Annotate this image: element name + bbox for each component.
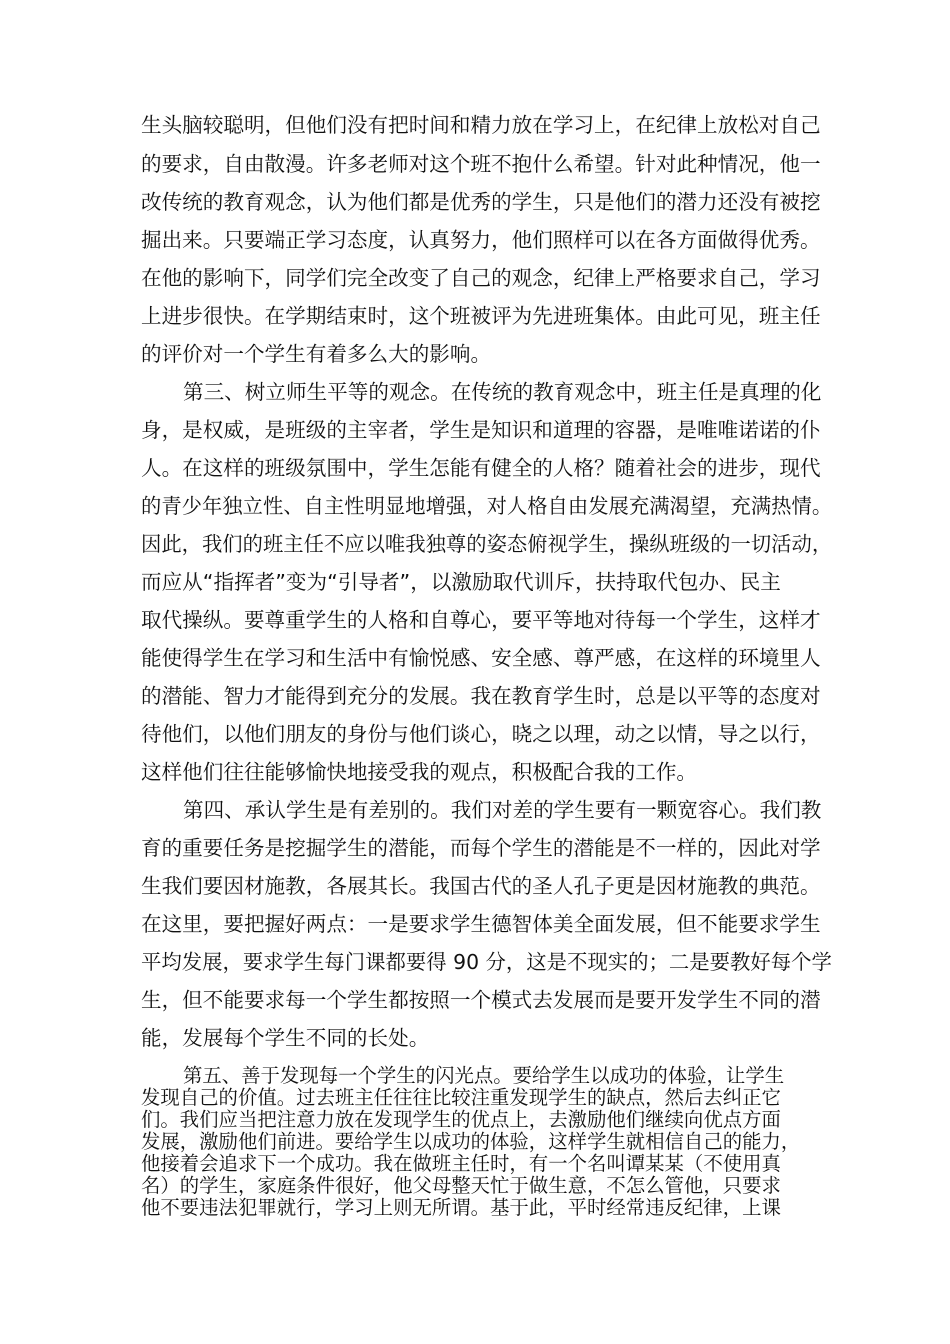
paragraph-line: 掘出来。只要端正学习态度，认真努力，他们照样可以在各方面做得优秀。: [141, 228, 821, 252]
paragraph-line: 平均发展，要求学生每门课都要得 90 分，这是不现实的；二是要教好每个学: [141, 950, 832, 974]
paragraph-line: 他不要违法犯罪就行，学习上则无所谓。基于此，平时经常违反纪律，上课: [141, 1196, 781, 1219]
paragraph-line: 们。我们应当把注意力放在发现学生的优点上，去激励他们继续向优点方面: [141, 1108, 781, 1131]
paragraph-line: 待他们，以他们朋友的身份与他们谈心，晓之以理，动之以情，导之以行，: [141, 722, 821, 746]
paragraph-line: 而应从“指挥者”变为“引导者”，以激励取代训斥，扶持取代包办、民主: [141, 570, 781, 594]
paragraph-line: 生头脑较聪明，但他们没有把时间和精力放在学习上，在纪律上放松对自己: [141, 113, 821, 137]
paragraph-line: 发展，激励他们前进。要给学生以成功的体验，这样学生就相信自己的能力，: [141, 1130, 801, 1153]
paragraph-line: 的要求，自由散漫。许多老师对这个班不抱什么希望。针对此种情况，他一: [141, 152, 821, 176]
paragraph-line: 因此，我们的班主任不应以唯我独尊的姿态俯视学生，操纵班级的一切活动，: [141, 532, 833, 556]
paragraph-line: 发现自己的价值。过去班主任往往比较注重发现学生的缺点，然后去纠正它: [141, 1086, 781, 1109]
paragraph-line: 在他的影响下，同学们完全改变了自己的观念，纪律上严格要求自己，学习: [141, 266, 821, 290]
paragraph-line: 在这里，要把握好两点：一是要求学生德智体美全面发展，但不能要求学生: [141, 912, 821, 936]
paragraph-line: 第五、善于发现每一个学生的闪光点。要给学生以成功的体验，让学生: [183, 1064, 785, 1087]
paragraph-line: 的潜能、智力才能得到充分的发展。我在教育学生时，总是以平等的态度对: [141, 684, 821, 708]
paragraph-line: 改传统的教育观念，认为他们都是优秀的学生，只是他们的潜力还没有被挖: [141, 190, 821, 214]
paragraph-line: 他接着会追求下一个成功。我在做班主任时，有一个名叫谭某某（不使用真: [141, 1152, 781, 1175]
paragraph-line: 生，但不能要求每一个学生都按照一个模式去发展而是要开发学生不同的潜: [141, 988, 821, 1012]
paragraph-line: 能，发展每个学生不同的长处。: [141, 1026, 430, 1050]
paragraph-line: 上进步很快。在学期结束时，这个班被评为先进班集体。由此可见，班主任: [141, 304, 821, 328]
paragraph-line: 人。在这样的班级氛围中，学生怎能有健全的人格？随着社会的进步，现代: [141, 456, 821, 480]
paragraph-line: 这样他们往往能够愉快地接受我的观点，积极配合我的工作。: [141, 760, 698, 784]
paragraph-line: 育的重要任务是挖掘学生的潜能，而每个学生的潜能是不一样的，因此对学: [141, 836, 821, 860]
paragraph-line: 的评价对一个学生有着多么大的影响。: [141, 342, 492, 366]
paragraph-line: 能使得学生在学习和生活中有愉悦感、安全感、尊严感，在这样的环境里人: [141, 646, 821, 670]
paragraph-line: 第四、承认学生是有差别的。我们对差的学生要有一颗宽容心。我们教: [183, 798, 822, 822]
paragraph-line: 的青少年独立性、自主性明显地增强，对人格自由发展充满渴望，充满热情。: [141, 494, 833, 518]
paragraph-line: 取代操纵。要尊重学生的人格和自尊心，要平等地对待每一个学生，这样才: [141, 608, 821, 632]
paragraph-line: 生我们要因材施教，各展其长。我国古代的圣人孔子更是因材施教的典范。: [141, 874, 821, 898]
paragraph-line: 名）的学生，家庭条件很好，他父母整天忙于做生意，不怎么管他，只要求: [141, 1174, 781, 1197]
paragraph-line: 第三、树立师生平等的观念。在传统的教育观念中，班主任是真理的化: [183, 380, 822, 404]
paragraph-line: 身，是权威，是班级的主宰者，学生是知识和道理的容器，是唯唯诺诺的仆: [141, 418, 821, 442]
